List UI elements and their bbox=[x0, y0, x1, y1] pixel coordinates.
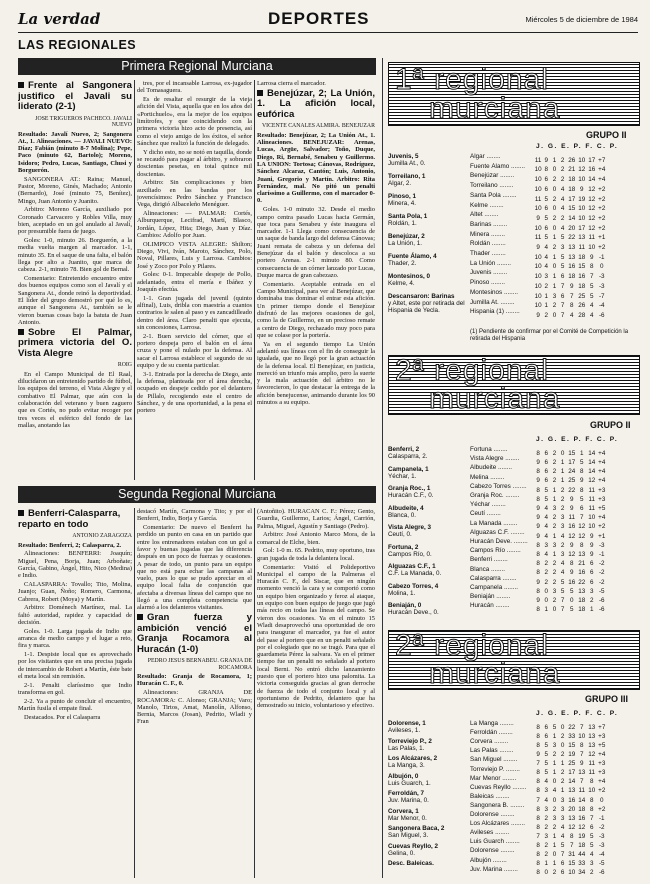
paragraph: destacó Martín, Carmona y Tito; y por el Benferri, Indio, Borja y García. bbox=[137, 508, 252, 523]
paragraph: Alineaciones: — PALMAR: Cortés, Alburquerque, Lecifrad, Martí, Blasco, Jordán, López, Hita; Diego, Juan y Díaz. Cambios: Adolfo por Juan. bbox=[137, 210, 252, 239]
paragraph: Comentario: De nuevo el Benferri ha perdido un punto en casa en un partido que entre los entrenadores estaban con un gol a favor y buenas jugadas que las diferencia después en un poco de fuerzas y ocasiones. A pesar de todo, un punto para un equipo que no está para echar las campanas al vuelo, pues lo que se pudo apreciar en el equipo local falta de conjunción que afectaba a diversas líneas del campo que no llegó a una completa competencia que alarmó a los delanteros visitantes. bbox=[137, 524, 252, 612]
headline-benejuzar: Benejúzar, 2; La Unión, 1. La afición local, eufórica bbox=[257, 87, 375, 120]
paragraph: Alineaciones: GRANJA DE ROCAMORA: C. Alonso; GRANJA; Varo; Manolo, Tirtos, Amat, Manolín, Alfonso, Bernia, Marcos (Josan), Pedrito, Wladi y Fran bbox=[137, 689, 252, 726]
league-title-line-2: murciana bbox=[429, 382, 561, 415]
paragraph: 1-1. Gran jugada del juvenil (quinto alfinal), Luis, dribla con maestría a cuantos contrarios le salen al paso y es zancadilleado dentro del área. Claro penalti que ejecuta, sin concesiones, Larrosa. bbox=[137, 294, 252, 331]
standings-row: Campanela ........8 0 3 5 5 13 3 -5 bbox=[470, 584, 605, 595]
column-2-top bbox=[137, 80, 252, 480]
match-result: Torreilano, 1 Algar, 2. bbox=[388, 173, 426, 187]
standings-row: Yéchar ........9 4 3 2 9 6 11 +5 bbox=[470, 501, 606, 512]
paragraph: Arbitro: José Antonio Marco Mora, de la comarcal de Elche, bien. bbox=[257, 531, 375, 546]
group-label: GRUPO II bbox=[586, 130, 627, 140]
standings-header: J. G. E. P. F. C. P. bbox=[536, 710, 619, 717]
standings-row: Thader ........10 4 1 5 13 18 9 -1 bbox=[470, 250, 605, 261]
match-result: Benejúzar, 2 La Unión, 1. bbox=[388, 233, 425, 247]
paragraph: 2-2. Ya a punto de concluir el encuentro, Martín fusila el empate final. bbox=[18, 697, 132, 713]
standings-row: Fuente Álamo ........10 8 0 2 21 12 16 +4 bbox=[470, 162, 606, 174]
standings-row: Avileses ........7 3 1 4 8 19 5 -3 bbox=[470, 829, 605, 840]
standings-row: Santa Pola ........11 5 2 4 17 19 12 +2 bbox=[470, 191, 606, 203]
match-result: Santa Pola, 1 Roldán, 1. bbox=[388, 213, 428, 227]
byline: JOSE TRIGUEROS PACHECO. JAVALI NUEVO bbox=[35, 115, 132, 128]
standings-row: La Manga ........8 6 5 0 22 7 13 +7 bbox=[470, 720, 606, 731]
paragraph: Resultado: Benejúzar, 2; La Unión At., 1. Alineaciones. BENEJUZAR: Arenas, Lucas, Argüe, Salvador; Toño, Duque, Diego, Ri, Bernabé, Senabeu y Guillermo. LA UNION: Tortosa; Cánovas, Rodríguez, Sánchez Alcaraz, Cantón; Luis, Antonio, Juani, Gregorio y Martín. Arbitro: Rita Fernández, mal. No pitó un penalti claríssimo a Guillermo, con el marcador 0-0. bbox=[257, 131, 375, 205]
paragraph: Goles. 1-0 minuto 32. Desde el medio campo centra pasado Lucas hacia Germán, que toca para Senabeu y éste inaugura el marcador. 1-1 Llega como consecuencia de un saque de banda largo del defensa Cánovas; Juani remata de cabeza y un defensa del Benejúzar da el balón y descoloca a su portero Arenas. 2-1 minuto 80. Como consecuencia de un córner lanzado por Lucas, Duque marca de gran cabezazo. bbox=[257, 206, 375, 279]
bullet-square-icon bbox=[18, 82, 24, 88]
match-result: Cuevas Reyllo, 2 Gelina, 0. bbox=[388, 842, 439, 857]
standings-row: Algar ........11 9 1 2 26 10 17 +7 bbox=[470, 153, 606, 164]
paragraph: Arbitro: Moreno García, auxiliado por Coronado Carvacero y Robles Villa, muy bien, aceptado en un gol anulado al Javalí, por presumible fuera de juego. bbox=[18, 206, 132, 236]
column-rule bbox=[382, 58, 383, 878]
league-title-line-1: 2ª regional bbox=[395, 355, 549, 387]
match-result: Fuente Álamo, 4 Thader, 2. bbox=[388, 253, 437, 267]
paragraph: Comentario: Visitó el Polideportivo Municipal el campo de la Palmeras el Huracán C. F., del Siscar, que en ningún momento venció la cara y se comportó como un equipo bien organizado y feroz al ataque, un equipo con buen equipo de juego que jugó más recio en todas las líneas del campo. Se vieron dos ocasiones. Ya en el minuto 15 Wladi desaprovechó una oportunidad de oro para inaugurar el marcador, ya fue el autor del pase al portero que en un penalti señalado por el colegiado que no se tragó. Para que el guardameta Pérez la salvara. Ya en el primer tiempo fue un penalti no señalado al portero local Berni. No entró dicho lanzamiento puesto que el portero hizo una palomita. La victoria conseguida gracias al gran derroche de fuerza de todo el conjunto local y al oportunismo de Pedrito, delantero que ha demostrado su inicio, voluntarioso y efectivo. bbox=[257, 563, 375, 710]
match-result: Ferroldán, 7 Juv. Marina, 0. bbox=[388, 790, 429, 804]
bullet-square-icon bbox=[18, 510, 24, 516]
bullet-square-icon bbox=[257, 90, 263, 96]
byline: VICENTE CANALES ALMIRA. BENEJUZAR bbox=[261, 123, 375, 130]
league-title-line-2: murciana bbox=[429, 657, 561, 690]
standings-row: Torreviejo P. ........8 5 1 2 17 13 11 +3 bbox=[470, 765, 606, 777]
banner-segunda-regional: Segunda Regional Murciana bbox=[18, 486, 376, 503]
paragraph: Goles: 1-0, minuto 26. Borguerón, a la media vuelta margen al marcador. 1-1, minuto 35. En el saque de una falta, el balón llega por alto a Juanito, que marca de cabeza. 2-1, minuto 78. Bien gol de Bernal. bbox=[18, 237, 132, 274]
standings-row: Altet ........9 5 2 2 14 10 12 +2 bbox=[470, 211, 606, 222]
match-result: Vista Alegre, 3 Ceutí, 0. bbox=[388, 524, 432, 538]
paragraph: Resultado: Javalí Nuevo, 2; Sangonera At., 1. Alineaciones. — JAVALI NUEVO: Díaz; Fabián (minuto 8-7 Molina); Pepe, Paco (minuto 62, Bartolo); Moreno, Isidoro; Pedro, Lucas, Santiago, Chusi y Borguerón. bbox=[18, 130, 132, 174]
standings-row: Melina ........9 6 2 1 25 9 12 +4 bbox=[470, 473, 606, 485]
standings-row: Campos Río ........8 4 1 3 12 13 9 -1 bbox=[470, 547, 605, 558]
paragraph: Larrosa cierra el marcador. bbox=[257, 80, 326, 87]
column-rule bbox=[254, 508, 255, 878]
match-result: Los Alcázares, 2 La Manga, 3. bbox=[388, 755, 438, 769]
paragraph: CALASPARRA: Tovallo; Tito, Molina, Juanjo; Guan, Ñoño; Romero, Carmona, Cabrera, Robert (Moya) y Martín. bbox=[18, 580, 132, 603]
standings-row: Huracán Deve. ........8 3 3 2 9 8 9 -3 bbox=[470, 538, 605, 549]
match-result: Sangonera Baca, 2 San Miguel, 3. bbox=[388, 825, 445, 839]
match-result: Montesinos, 0 Kelme, 4. bbox=[388, 273, 430, 287]
match-result: Torreviejo P., 2 Las Palas, 1. bbox=[388, 737, 432, 752]
paragraph: 2-1. Penalti claríssimo que Indio transforma en gol. bbox=[18, 681, 132, 697]
standings-row: Hispania (1) ........9 2 0 7 4 28 4 -6 bbox=[470, 308, 605, 319]
section-title: DEPORTES bbox=[268, 9, 370, 28]
paragraph: Alineaciones: BENFERRI: Joaquín; Miguel, Pena, Borja, Juan; Arboñate; García, Gabino, Ángel, Hito, Nico (Medina) e Indio. bbox=[18, 550, 132, 580]
paragraph: Goles: 0-1. Impecable despeje de Pollo, adelantado, entra el mería e Ibáñez y Joaquín efectúa. bbox=[137, 271, 252, 294]
league-title-line-1: 1ª regional bbox=[395, 63, 549, 96]
paragraph: tres, por el incansable Larrosa, ex-jugador del Tomasaguera. bbox=[137, 80, 252, 95]
standings-row: Ceutí ........9 4 2 3 11 7 10 +4 bbox=[470, 510, 606, 522]
paragraph: 3-1. Entrada por la derecha de Diego, ante la defensa, planteada por el área derecha, ocupado en despeje cedido por el delantero de Pillalo, recogiendo este el centro de Sánchez, y de una oportunidad, a la pena el portero bbox=[137, 370, 252, 415]
standings-row: Fortuna ........8 6 2 0 15 1 14 +4 bbox=[470, 446, 606, 457]
column-rule bbox=[254, 80, 255, 480]
standings-row: Alguazas C.F. ........9 4 1 4 12 12 9 +1 bbox=[470, 528, 606, 540]
standings-row: Minera ........11 5 1 5 22 13 11 +1 bbox=[470, 230, 606, 242]
match-result: Pinoso, 1 Minera, 4. bbox=[388, 193, 416, 207]
standings-row: Benferri ........8 2 2 4 8 21 6 -2 bbox=[470, 556, 605, 568]
table-1-header bbox=[388, 62, 640, 126]
paragraph: (Antoñito). HURACAN C. F.: Pérez; Gento, Guardia, Guillermo, Larios; Ángel, Carrión, Palma, Miguel, Agustín y Santiago (Pedro). bbox=[257, 508, 375, 530]
standings-row: San Miguel ........7 5 1 1 25 9 11 +3 bbox=[470, 756, 606, 768]
standings-row: Ferroldán ........8 6 1 2 33 10 13 +3 bbox=[470, 729, 606, 740]
paragraph: Comentario: Entretenido encuentro entre dos buenos equipos como son el Javalí y el Sangonera At., donde reinó la deportividad. El líder del grupo demostró por qué lo es, aunque el Sangonera At., también se le vieron buenas cosas bajo la batuta de Juan Antonio. bbox=[18, 275, 132, 326]
banner-primera-regional: Primera Regional Murciana bbox=[18, 58, 376, 75]
byline: PEDRO JESUS BERNABEU. GRANJA DE ROCAMORA bbox=[147, 658, 252, 671]
headline-javali: Frente al Sangonera justifico el Javali su liderato (2-1) bbox=[18, 80, 132, 112]
paragraph: Destacados. Por el Calasparra bbox=[24, 714, 101, 722]
table-3-header bbox=[388, 630, 640, 690]
standings-row: Dolorense ........8 2 3 3 13 16 7 -1 bbox=[470, 811, 605, 822]
column-rule bbox=[134, 80, 135, 480]
newspaper-logo: La verdad bbox=[18, 10, 101, 28]
table-2 bbox=[388, 436, 638, 616]
page-title: LAS REGIONALES bbox=[18, 38, 137, 52]
paragraph: Es de resaltar el resurgir de la vieja afición del Vista, aquella que en los años del «Portichuelo», era la mejor de los equipos limítrofes, y que coincidiendo con la primera victoria hizo acto de presencia, así como el viejo amigo de los éxitos, el señor Sánchez que realizó la función de delegado. bbox=[137, 96, 252, 147]
issue-date: Miércoles 5 de diciembre de 1984 bbox=[525, 15, 638, 24]
paragraph: Arbitro: Sin complicaciones y bien auxiliado en las bandas por los jovencísimos: Pedro Sánchez y Francisco Vega, dirigió Albaceleño Menéguer. bbox=[137, 179, 252, 209]
standings-row: Granja Roc. ........8 5 1 2 9 5 11 +3 bbox=[470, 492, 606, 503]
table-footnote: (1) Pendiente de confirmar por el Comité de Competición la retirada del Hispania bbox=[470, 329, 629, 342]
match-result: Granja Roc., 1 Huracán C.F., 0. bbox=[388, 485, 434, 499]
column-rule bbox=[134, 508, 135, 878]
paragraph: Ya en el segundo tiempo La Unión adelantó sus líneas con el fin de conseguir la igualada, que no llegó por la gran actuación de la defensa local. El Benejúzar, en justicia, mereció un triunfo más amplio, pero la suerte y la mala actuación del árbitro no le favorecieron, lo que destacar la entrega de la afición benejucense, animando durante los 90 minutos a su equipo. bbox=[257, 340, 375, 406]
standings-row: Dolorense ........8 2 0 7 31 44 4 -4 bbox=[470, 847, 605, 859]
paragraph: SANGONERA AT.: Raina; Manuel, Pastor, Moreno, Ginés, Machado; Antonio (Bernardo), José (minuto 75, Benítez), Mingo, Juan Antonio y Juanito. bbox=[18, 175, 132, 205]
standings-row: Jumilla At. ........10 1 2 7 8 26 4 -4 bbox=[470, 298, 605, 310]
bullet-square-icon bbox=[137, 614, 143, 620]
standings-row: Corvera ........8 5 3 0 15 8 13 +5 bbox=[470, 738, 606, 749]
headline-benferri: Benferri-Calasparra, reparto en todo bbox=[18, 508, 121, 530]
standings-row: Torreilano ........10 6 0 4 18 9 12 +2 bbox=[470, 182, 606, 193]
standings-row: Sangonera B. ........8 3 2 3 20 18 8 +2 bbox=[470, 801, 606, 813]
column-2-bottom bbox=[137, 508, 252, 878]
paragraph: Resultado: Granja de Rocamora, 1; Huracán C. F., 0. bbox=[137, 673, 252, 688]
match-result: Cabezo Torres, 4 Molina, 1. bbox=[388, 582, 439, 597]
match-result: Corvera, 1 Mar Menor, 0. bbox=[388, 807, 427, 822]
standings-row: Albujón ........8 1 1 6 15 33 3 -5 bbox=[470, 856, 605, 868]
match-result: Albudeite, 4 Blanca, 0. bbox=[388, 504, 424, 519]
standings-row: La Unión ........10 4 0 5 16 15 8 0 bbox=[470, 259, 604, 271]
standings-row: Cabezo Torres ........8 5 1 2 22 8 11 +3 bbox=[470, 482, 606, 494]
paragraph: Goles. 1-0. Larga jugada de Indio que arranca de medio campo y el lugar a reto, fira y marca. bbox=[18, 627, 132, 650]
standings-row: La Manada ........9 4 2 3 16 12 10 +2 bbox=[470, 519, 606, 531]
match-result: Descansaron: Barinas y Altet, este por retirada del Hispania de Yecla. bbox=[388, 293, 465, 314]
match-result: Campanela, 1 Yéchar, 1. bbox=[388, 465, 429, 480]
paragraph: Resultado: Benferri, 2; Calasparra, 2. bbox=[18, 541, 122, 549]
match-result: Juvenis, 5 Jumilla At., 0. bbox=[388, 153, 426, 167]
standings-row: Las Palas ........9 5 2 2 19 7 12 +4 bbox=[470, 747, 606, 758]
standings-row: Kelme ........10 6 0 4 15 10 12 +2 bbox=[470, 201, 606, 213]
standings-row: Juv. Marina ........8 0 2 6 10 34 2 -6 bbox=[470, 865, 605, 877]
paragraph: Arbitro: Doménech Martínez, mal. La faltó autoridad, rapidez y capacidad de decisión. bbox=[18, 604, 132, 626]
standings-header: J. G. E. P. F. C. P. bbox=[536, 436, 619, 443]
match-result: Albujón, 0 Luis Guarch, 1. bbox=[388, 772, 431, 787]
paragraph: 2-1. Buen servicio del córner, que el portero despeja pero el balón en el área cruza y pone el nulado por la defensa. Al sacar el Larrosa establece el segundo de su equipo y de su cuenta particular. bbox=[137, 332, 252, 369]
standings-row: Cuevas Reyllo ........8 3 4 1 13 11 10 +2 bbox=[470, 783, 606, 795]
table-2-header bbox=[388, 355, 640, 415]
paragraph: En el Campo Municipal de El Raal, dilucidaron un entretenido partido de fútbol, los equipos del terreno, el Vista Alegre y el combativo El Palmar, que aún con la colaboración del veterano y buen zaguero que es Cortés, no pudo evitar recoger por tres veces el esférico del fondo de las mallas, anotando las bbox=[18, 370, 132, 429]
paragraph: 1-1. Despiste local que es aprovechado por los visitantes que en una precisa jugada de intercambio de Robert a Martín, éste bate el meta local sin remisión. bbox=[18, 651, 132, 681]
match-result: Alguazas C.F., 1 C.F. La Manada, 0. bbox=[388, 563, 442, 577]
standings-row: Vista Alegre ........9 6 2 1 17 5 14 +4 bbox=[470, 455, 606, 466]
match-result: Desc. Baleicas. bbox=[388, 860, 434, 867]
byline: ROIG bbox=[117, 362, 132, 369]
column-3-top bbox=[257, 80, 375, 480]
league-title-line-2: murciana bbox=[429, 92, 561, 125]
standings-row: Huracán ........8 1 0 7 5 18 1 -6 bbox=[470, 602, 605, 614]
standings-row: Benejúzar ........10 6 2 2 18 10 14 +4 bbox=[470, 172, 606, 184]
standings-row: Albudeite ........8 6 2 1 24 8 14 +4 bbox=[470, 464, 606, 476]
paragraph: Y dicho esto, no se notó en taquilla, donde se recaudó para pagar al árbitro, y sobraron doscientas pesetas, en total quince mil doscientas. bbox=[137, 148, 252, 178]
standings-row: Juvenis ........10 3 1 6 18 16 7 -3 bbox=[470, 269, 605, 281]
paragraph: Comentario. Aceptable entrada en el Campo Municipal, para ver al Benejúzar, que dominaba tras dominar el entrar esta afición. Un primer tiempo donde el Benejúzar disfrutó de las mejores ocasiones de gol, como la de Guillermo, en un precioso remate a centro de Diego, rechazado muy poco para que se colase por la portería. bbox=[257, 280, 375, 339]
standings-row: Blanca ........8 2 2 4 9 16 6 -2 bbox=[470, 565, 605, 577]
bullet-square-icon bbox=[18, 329, 24, 335]
standings-row: Pinoso ........10 2 1 7 9 18 5 -3 bbox=[470, 279, 605, 290]
standings-row: Luis Guarch ........8 2 1 5 7 18 5 -3 bbox=[470, 838, 605, 849]
table-3 bbox=[388, 710, 638, 880]
league-title-line-1: 2ª regional bbox=[395, 630, 549, 662]
column-3-bottom bbox=[257, 508, 375, 878]
standings-row: Barinas ........10 6 0 4 20 17 12 +2 bbox=[470, 220, 606, 232]
paragraph: Gol: 1-0 m. 65. Pedrito, muy oportuno, tras gran jugada de toda la delantera local. bbox=[257, 547, 375, 562]
match-result: Beniaján, 0 Huracán Deve., 0. bbox=[388, 602, 439, 616]
masthead bbox=[18, 10, 638, 33]
match-result: Fortuna, 2 Campos Río, 0. bbox=[388, 543, 432, 558]
group-label: GRUPO II bbox=[590, 420, 631, 430]
standings-row: Montesinos ........10 1 3 6 7 25 5 -7 bbox=[470, 288, 605, 300]
match-result: Benferri, 2 Calasparra, 2. bbox=[388, 446, 428, 460]
headline-granja: Gran fuerza y ambición venció el Granja Rocamora al Huracán (1-0) bbox=[137, 612, 252, 655]
headline-vista-alegre: Sobre El Palmar, primera victoria del O. Vista Alegre bbox=[18, 326, 132, 359]
standings-row: Roldán ........9 4 2 3 13 11 10 +2 bbox=[470, 240, 606, 251]
standings-row: Baleicas ........7 4 0 3 16 14 8 0 bbox=[470, 792, 604, 804]
match-result: Dolorense, 1 Avileses, 1. bbox=[388, 720, 426, 734]
group-label: GRUPO III bbox=[585, 694, 629, 704]
column-1-bottom bbox=[18, 508, 132, 878]
paragraph: OLIMPICO VISTA ALEGRE: Shilton; Diego, Vivi, Iván, Maroto, Sánchez, Polo, Noval, Pillares, Luis y Larrosa. Cambios: José y Zoco por Polo y Pilares. bbox=[137, 240, 252, 270]
table-1 bbox=[388, 143, 638, 353]
column-1-top bbox=[18, 80, 132, 480]
standings-header: J. G. E. P. F. C. P. bbox=[536, 143, 619, 150]
standings-row: Calasparra ........9 2 2 5 16 22 6 -2 bbox=[470, 574, 605, 586]
standings-row: Mar Menor ........8 4 0 2 14 7 8 +4 bbox=[470, 774, 606, 786]
standings-row: Los Alcázares ........8 2 2 4 12 12 6 -2 bbox=[470, 820, 605, 831]
standings-row: Beniaján ........9 0 2 7 0 18 2 -6 bbox=[470, 593, 605, 604]
byline: ANTONIO ZARAGOZA bbox=[72, 533, 132, 539]
